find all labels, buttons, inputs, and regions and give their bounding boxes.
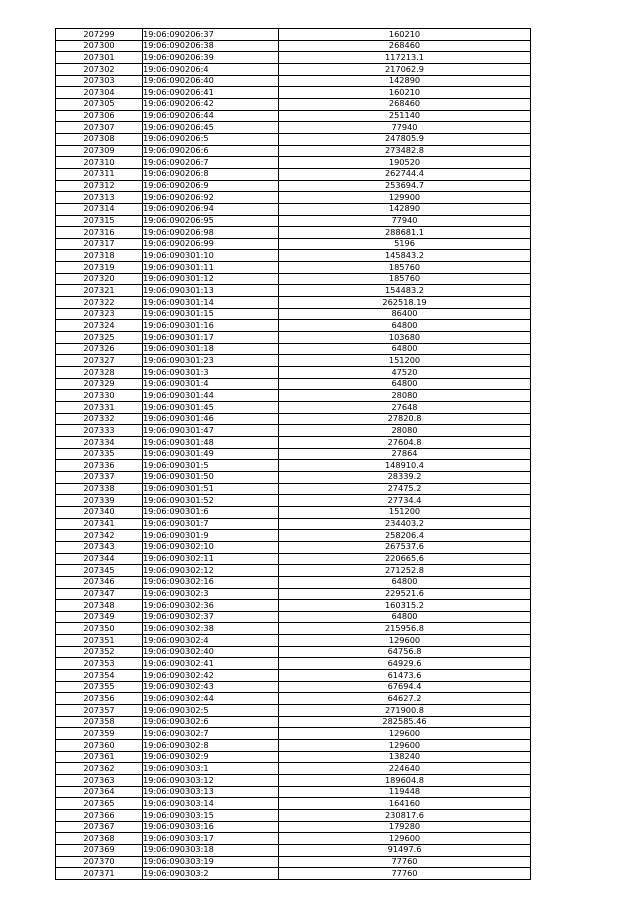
row-id-cell: 207331 [56,402,143,414]
row-value-cell: 27648 [279,402,531,414]
table-row [56,751,531,763]
row-id-cell: 207371 [56,868,143,880]
table-row [56,833,531,845]
table-row [56,63,531,75]
row-reference-cell: 19:06:090301:17 [143,332,279,344]
table-row [56,168,531,180]
table-row [56,192,531,204]
row-value-cell: 67694.4 [279,681,531,693]
row-reference-cell: 19:06:090301:47 [143,425,279,437]
row-value-cell: 77940 [279,215,531,227]
row-reference-cell: 19:06:090302:5 [143,705,279,717]
row-value-cell: 151200 [279,355,531,367]
table-row [56,122,531,134]
row-value-cell: 160315.2 [279,600,531,612]
row-value-cell: 148910.4 [279,460,531,472]
row-reference-cell: 19:06:090206:7 [143,157,279,169]
row-id-cell: 207328 [56,367,143,379]
row-id-cell: 207317 [56,238,143,250]
row-reference-cell: 19:06:090301:48 [143,436,279,448]
row-reference-cell: 19:06:090206:9 [143,180,279,192]
row-reference-cell: 19:06:090302:12 [143,565,279,577]
table-row [56,343,531,355]
table-row [56,611,531,623]
row-value-cell: 64800 [279,378,531,390]
table-row [56,87,531,99]
row-reference-cell: 19:06:090302:6 [143,716,279,728]
row-id-cell: 207351 [56,635,143,647]
row-value-cell: 217062.9 [279,63,531,75]
row-value-cell: 185760 [279,262,531,274]
row-reference-cell: 19:06:090206:37 [143,29,279,41]
table-row [56,658,531,670]
table-row [56,623,531,635]
table-row [56,775,531,787]
table-row [56,693,531,705]
row-reference-cell: 19:06:090301:4 [143,378,279,390]
row-value-cell: 288681.1 [279,227,531,239]
row-id-cell: 207320 [56,273,143,285]
table-row [56,75,531,87]
row-value-cell: 129900 [279,192,531,204]
table-row [56,238,531,250]
table-row [56,506,531,518]
row-id-cell: 207301 [56,52,143,64]
row-reference-cell: 19:06:090301:44 [143,390,279,402]
row-id-cell: 207304 [56,87,143,99]
table-row [56,471,531,483]
row-reference-cell: 19:06:090301:10 [143,250,279,262]
row-reference-cell: 19:06:090302:3 [143,588,279,600]
row-reference-cell: 19:06:090302:41 [143,658,279,670]
row-value-cell: 129600 [279,740,531,752]
table-row [56,215,531,227]
table-row [56,40,531,52]
table-row [56,635,531,647]
row-value-cell: 268460 [279,98,531,110]
table-row [56,98,531,110]
table-row [56,716,531,728]
table-row [56,227,531,239]
row-reference-cell: 19:06:090303:1 [143,763,279,775]
table-row [56,646,531,658]
table-row [56,29,531,41]
row-id-cell: 207355 [56,681,143,693]
table-body [56,29,531,880]
row-id-cell: 207368 [56,833,143,845]
row-value-cell: 273482.8 [279,145,531,157]
table-row [56,308,531,320]
row-value-cell: 282585.46 [279,716,531,728]
table-row [56,145,531,157]
row-id-cell: 207367 [56,821,143,833]
row-id-cell: 207321 [56,285,143,297]
table-row [56,600,531,612]
row-id-cell: 207369 [56,844,143,856]
row-id-cell: 207342 [56,530,143,542]
table-row [56,588,531,600]
table-row [56,681,531,693]
row-id-cell: 207334 [56,436,143,448]
table-row [56,436,531,448]
row-value-cell: 27864 [279,448,531,460]
row-id-cell: 207339 [56,495,143,507]
table-row [56,332,531,344]
table-row [56,203,531,215]
row-id-cell: 207325 [56,332,143,344]
row-value-cell: 160210 [279,29,531,41]
row-id-cell: 207358 [56,716,143,728]
row-value-cell: 220665.6 [279,553,531,565]
row-value-cell: 138240 [279,751,531,763]
row-value-cell: 28080 [279,425,531,437]
row-value-cell: 145843.2 [279,250,531,262]
row-id-cell: 207306 [56,110,143,122]
row-reference-cell: 19:06:090302:43 [143,681,279,693]
row-id-cell: 207316 [56,227,143,239]
row-value-cell: 247805.9 [279,133,531,145]
table-row [56,868,531,880]
row-reference-cell: 19:06:090302:7 [143,728,279,740]
row-reference-cell: 19:06:090301:14 [143,297,279,309]
row-reference-cell: 19:06:090206:39 [143,52,279,64]
row-id-cell: 207308 [56,133,143,145]
row-reference-cell: 19:06:090301:15 [143,308,279,320]
row-id-cell: 207366 [56,809,143,821]
table-row [56,250,531,262]
table-row [56,413,531,425]
row-value-cell: 189604.8 [279,775,531,787]
row-id-cell: 207311 [56,168,143,180]
row-id-cell: 207324 [56,320,143,332]
row-id-cell: 207300 [56,40,143,52]
row-value-cell: 164160 [279,798,531,810]
row-id-cell: 207323 [56,308,143,320]
table-row [56,297,531,309]
row-reference-cell: 19:06:090206:6 [143,145,279,157]
row-id-cell: 207338 [56,483,143,495]
row-id-cell: 207299 [56,29,143,41]
row-id-cell: 207345 [56,565,143,577]
row-value-cell: 119448 [279,786,531,798]
table-row [56,740,531,752]
row-reference-cell: 19:06:090302:8 [143,740,279,752]
row-id-cell: 207310 [56,157,143,169]
row-reference-cell: 19:06:090302:10 [143,541,279,553]
table-row [56,553,531,565]
table-row [56,52,531,64]
row-value-cell: 86400 [279,308,531,320]
row-value-cell: 117213.1 [279,52,531,64]
row-value-cell: 185760 [279,273,531,285]
row-id-cell: 207307 [56,122,143,134]
row-id-cell: 207318 [56,250,143,262]
row-reference-cell: 19:06:090303:19 [143,856,279,868]
row-id-cell: 207303 [56,75,143,87]
row-reference-cell: 19:06:090301:23 [143,355,279,367]
row-id-cell: 207336 [56,460,143,472]
row-value-cell: 142890 [279,203,531,215]
row-value-cell: 215956.8 [279,623,531,635]
row-value-cell: 271252.8 [279,565,531,577]
table-row [56,367,531,379]
row-id-cell: 207319 [56,262,143,274]
row-value-cell: 142890 [279,75,531,87]
row-reference-cell: 19:06:090301:49 [143,448,279,460]
row-value-cell: 129600 [279,635,531,647]
row-reference-cell: 19:06:090206:41 [143,87,279,99]
row-reference-cell: 19:06:090206:42 [143,98,279,110]
row-id-cell: 207312 [56,180,143,192]
row-value-cell: 160210 [279,87,531,99]
table-row [56,821,531,833]
table-row [56,460,531,472]
row-value-cell: 268460 [279,40,531,52]
table-row [56,483,531,495]
row-value-cell: 64929.6 [279,658,531,670]
row-id-cell: 207333 [56,425,143,437]
row-value-cell: 262518.19 [279,297,531,309]
data-table [55,28,531,880]
table-row [56,844,531,856]
row-reference-cell: 19:06:090303:16 [143,821,279,833]
row-value-cell: 64800 [279,343,531,355]
row-reference-cell: 19:06:090206:5 [143,133,279,145]
row-reference-cell: 19:06:090302:16 [143,576,279,588]
row-id-cell: 207360 [56,740,143,752]
row-id-cell: 207350 [56,623,143,635]
row-reference-cell: 19:06:090303:2 [143,868,279,880]
row-id-cell: 207327 [56,355,143,367]
row-reference-cell: 19:06:090301:16 [143,320,279,332]
table-row [56,530,531,542]
row-id-cell: 207314 [56,203,143,215]
row-reference-cell: 19:06:090206:38 [143,40,279,52]
row-value-cell: 27820.8 [279,413,531,425]
table-row [56,262,531,274]
row-id-cell: 207359 [56,728,143,740]
row-id-cell: 207348 [56,600,143,612]
table-row [56,133,531,145]
table-row [56,110,531,122]
table-row [56,355,531,367]
row-value-cell: 271900.8 [279,705,531,717]
row-id-cell: 207352 [56,646,143,658]
table-row [56,273,531,285]
row-value-cell: 230817.6 [279,809,531,821]
row-reference-cell: 19:06:090206:94 [143,203,279,215]
table-row [56,320,531,332]
table-row [56,670,531,682]
row-value-cell: 64627.2 [279,693,531,705]
table-row [56,856,531,868]
row-value-cell: 129600 [279,833,531,845]
row-reference-cell: 19:06:090301:46 [143,413,279,425]
table-row [56,285,531,297]
row-id-cell: 207343 [56,541,143,553]
table-row [56,390,531,402]
row-value-cell: 151200 [279,506,531,518]
row-value-cell: 267537.6 [279,541,531,553]
row-reference-cell: 19:06:090206:4 [143,63,279,75]
row-reference-cell: 19:06:090301:45 [143,402,279,414]
table-row [56,541,531,553]
row-reference-cell: 19:06:090301:12 [143,273,279,285]
row-id-cell: 207341 [56,518,143,530]
row-value-cell: 251140 [279,110,531,122]
row-id-cell: 207330 [56,390,143,402]
row-reference-cell: 19:06:090301:7 [143,518,279,530]
table-row [56,402,531,414]
row-id-cell: 207364 [56,786,143,798]
row-reference-cell: 19:06:090301:5 [143,460,279,472]
row-reference-cell: 19:06:090301:13 [143,285,279,297]
row-value-cell: 27604.8 [279,436,531,448]
row-reference-cell: 19:06:090206:8 [143,168,279,180]
row-value-cell: 258206.4 [279,530,531,542]
row-value-cell: 234403.2 [279,518,531,530]
row-id-cell: 207363 [56,775,143,787]
table-row [56,798,531,810]
row-reference-cell: 19:06:090303:17 [143,833,279,845]
row-reference-cell: 19:06:090301:50 [143,471,279,483]
row-value-cell: 77940 [279,122,531,134]
row-id-cell: 207349 [56,611,143,623]
row-value-cell: 129600 [279,728,531,740]
row-id-cell: 207305 [56,98,143,110]
row-value-cell: 154483.2 [279,285,531,297]
row-reference-cell: 19:06:090302:9 [143,751,279,763]
row-id-cell: 207337 [56,471,143,483]
row-value-cell: 28339.2 [279,471,531,483]
row-value-cell: 253694.7 [279,180,531,192]
row-value-cell: 77760 [279,868,531,880]
table-row [56,495,531,507]
table-row [56,425,531,437]
table-row [56,786,531,798]
row-id-cell: 207322 [56,297,143,309]
row-value-cell: 64800 [279,611,531,623]
row-value-cell: 27734.4 [279,495,531,507]
table-row [56,763,531,775]
row-reference-cell: 19:06:090301:11 [143,262,279,274]
row-id-cell: 207326 [56,343,143,355]
row-reference-cell: 19:06:090206:95 [143,215,279,227]
row-id-cell: 207344 [56,553,143,565]
row-id-cell: 207335 [56,448,143,460]
row-value-cell: 179280 [279,821,531,833]
table-row [56,448,531,460]
row-value-cell: 190520 [279,157,531,169]
row-value-cell: 262744.4 [279,168,531,180]
row-reference-cell: 19:06:090302:44 [143,693,279,705]
row-value-cell: 77760 [279,856,531,868]
table-row [56,728,531,740]
row-id-cell: 207370 [56,856,143,868]
table-row [56,157,531,169]
row-id-cell: 207315 [56,215,143,227]
row-value-cell: 5196 [279,238,531,250]
row-reference-cell: 19:06:090302:42 [143,670,279,682]
row-reference-cell: 19:06:090303:13 [143,786,279,798]
table-row [56,518,531,530]
row-reference-cell: 19:06:090302:40 [143,646,279,658]
row-value-cell: 91497.6 [279,844,531,856]
table-row [56,565,531,577]
row-reference-cell: 19:06:090303:14 [143,798,279,810]
table-row [56,705,531,717]
table-row [56,809,531,821]
row-reference-cell: 19:06:090301:52 [143,495,279,507]
row-id-cell: 207302 [56,63,143,75]
row-reference-cell: 19:06:090206:92 [143,192,279,204]
row-reference-cell: 19:06:090302:36 [143,600,279,612]
row-value-cell: 47520 [279,367,531,379]
row-reference-cell: 19:06:090301:51 [143,483,279,495]
row-reference-cell: 19:06:090206:99 [143,238,279,250]
row-id-cell: 207361 [56,751,143,763]
row-reference-cell: 19:06:090206:44 [143,110,279,122]
row-reference-cell: 19:06:090301:9 [143,530,279,542]
row-reference-cell: 19:06:090302:37 [143,611,279,623]
row-id-cell: 207356 [56,693,143,705]
row-id-cell: 207313 [56,192,143,204]
row-reference-cell: 19:06:090206:45 [143,122,279,134]
row-value-cell: 27475.2 [279,483,531,495]
row-id-cell: 207357 [56,705,143,717]
row-reference-cell: 19:06:090302:4 [143,635,279,647]
row-id-cell: 207309 [56,145,143,157]
row-value-cell: 64756.8 [279,646,531,658]
row-value-cell: 103680 [279,332,531,344]
row-id-cell: 207340 [56,506,143,518]
row-reference-cell: 19:06:090301:18 [143,343,279,355]
row-reference-cell: 19:06:090206:40 [143,75,279,87]
row-id-cell: 207353 [56,658,143,670]
row-id-cell: 207354 [56,670,143,682]
row-reference-cell: 19:06:090302:38 [143,623,279,635]
row-reference-cell: 19:06:090303:12 [143,775,279,787]
row-value-cell: 64800 [279,576,531,588]
row-value-cell: 224640 [279,763,531,775]
table-row [56,378,531,390]
row-value-cell: 28080 [279,390,531,402]
row-reference-cell: 19:06:090301:6 [143,506,279,518]
row-reference-cell: 19:06:090302:11 [143,553,279,565]
row-value-cell: 61473.6 [279,670,531,682]
row-id-cell: 207362 [56,763,143,775]
row-value-cell: 64800 [279,320,531,332]
row-reference-cell: 19:06:090303:18 [143,844,279,856]
row-id-cell: 207347 [56,588,143,600]
row-id-cell: 207365 [56,798,143,810]
row-reference-cell: 19:06:090301:3 [143,367,279,379]
row-value-cell: 229521.6 [279,588,531,600]
row-id-cell: 207346 [56,576,143,588]
row-id-cell: 207332 [56,413,143,425]
table-row [56,576,531,588]
table-row [56,180,531,192]
row-reference-cell: 19:06:090303:15 [143,809,279,821]
row-reference-cell: 19:06:090206:98 [143,227,279,239]
row-id-cell: 207329 [56,378,143,390]
